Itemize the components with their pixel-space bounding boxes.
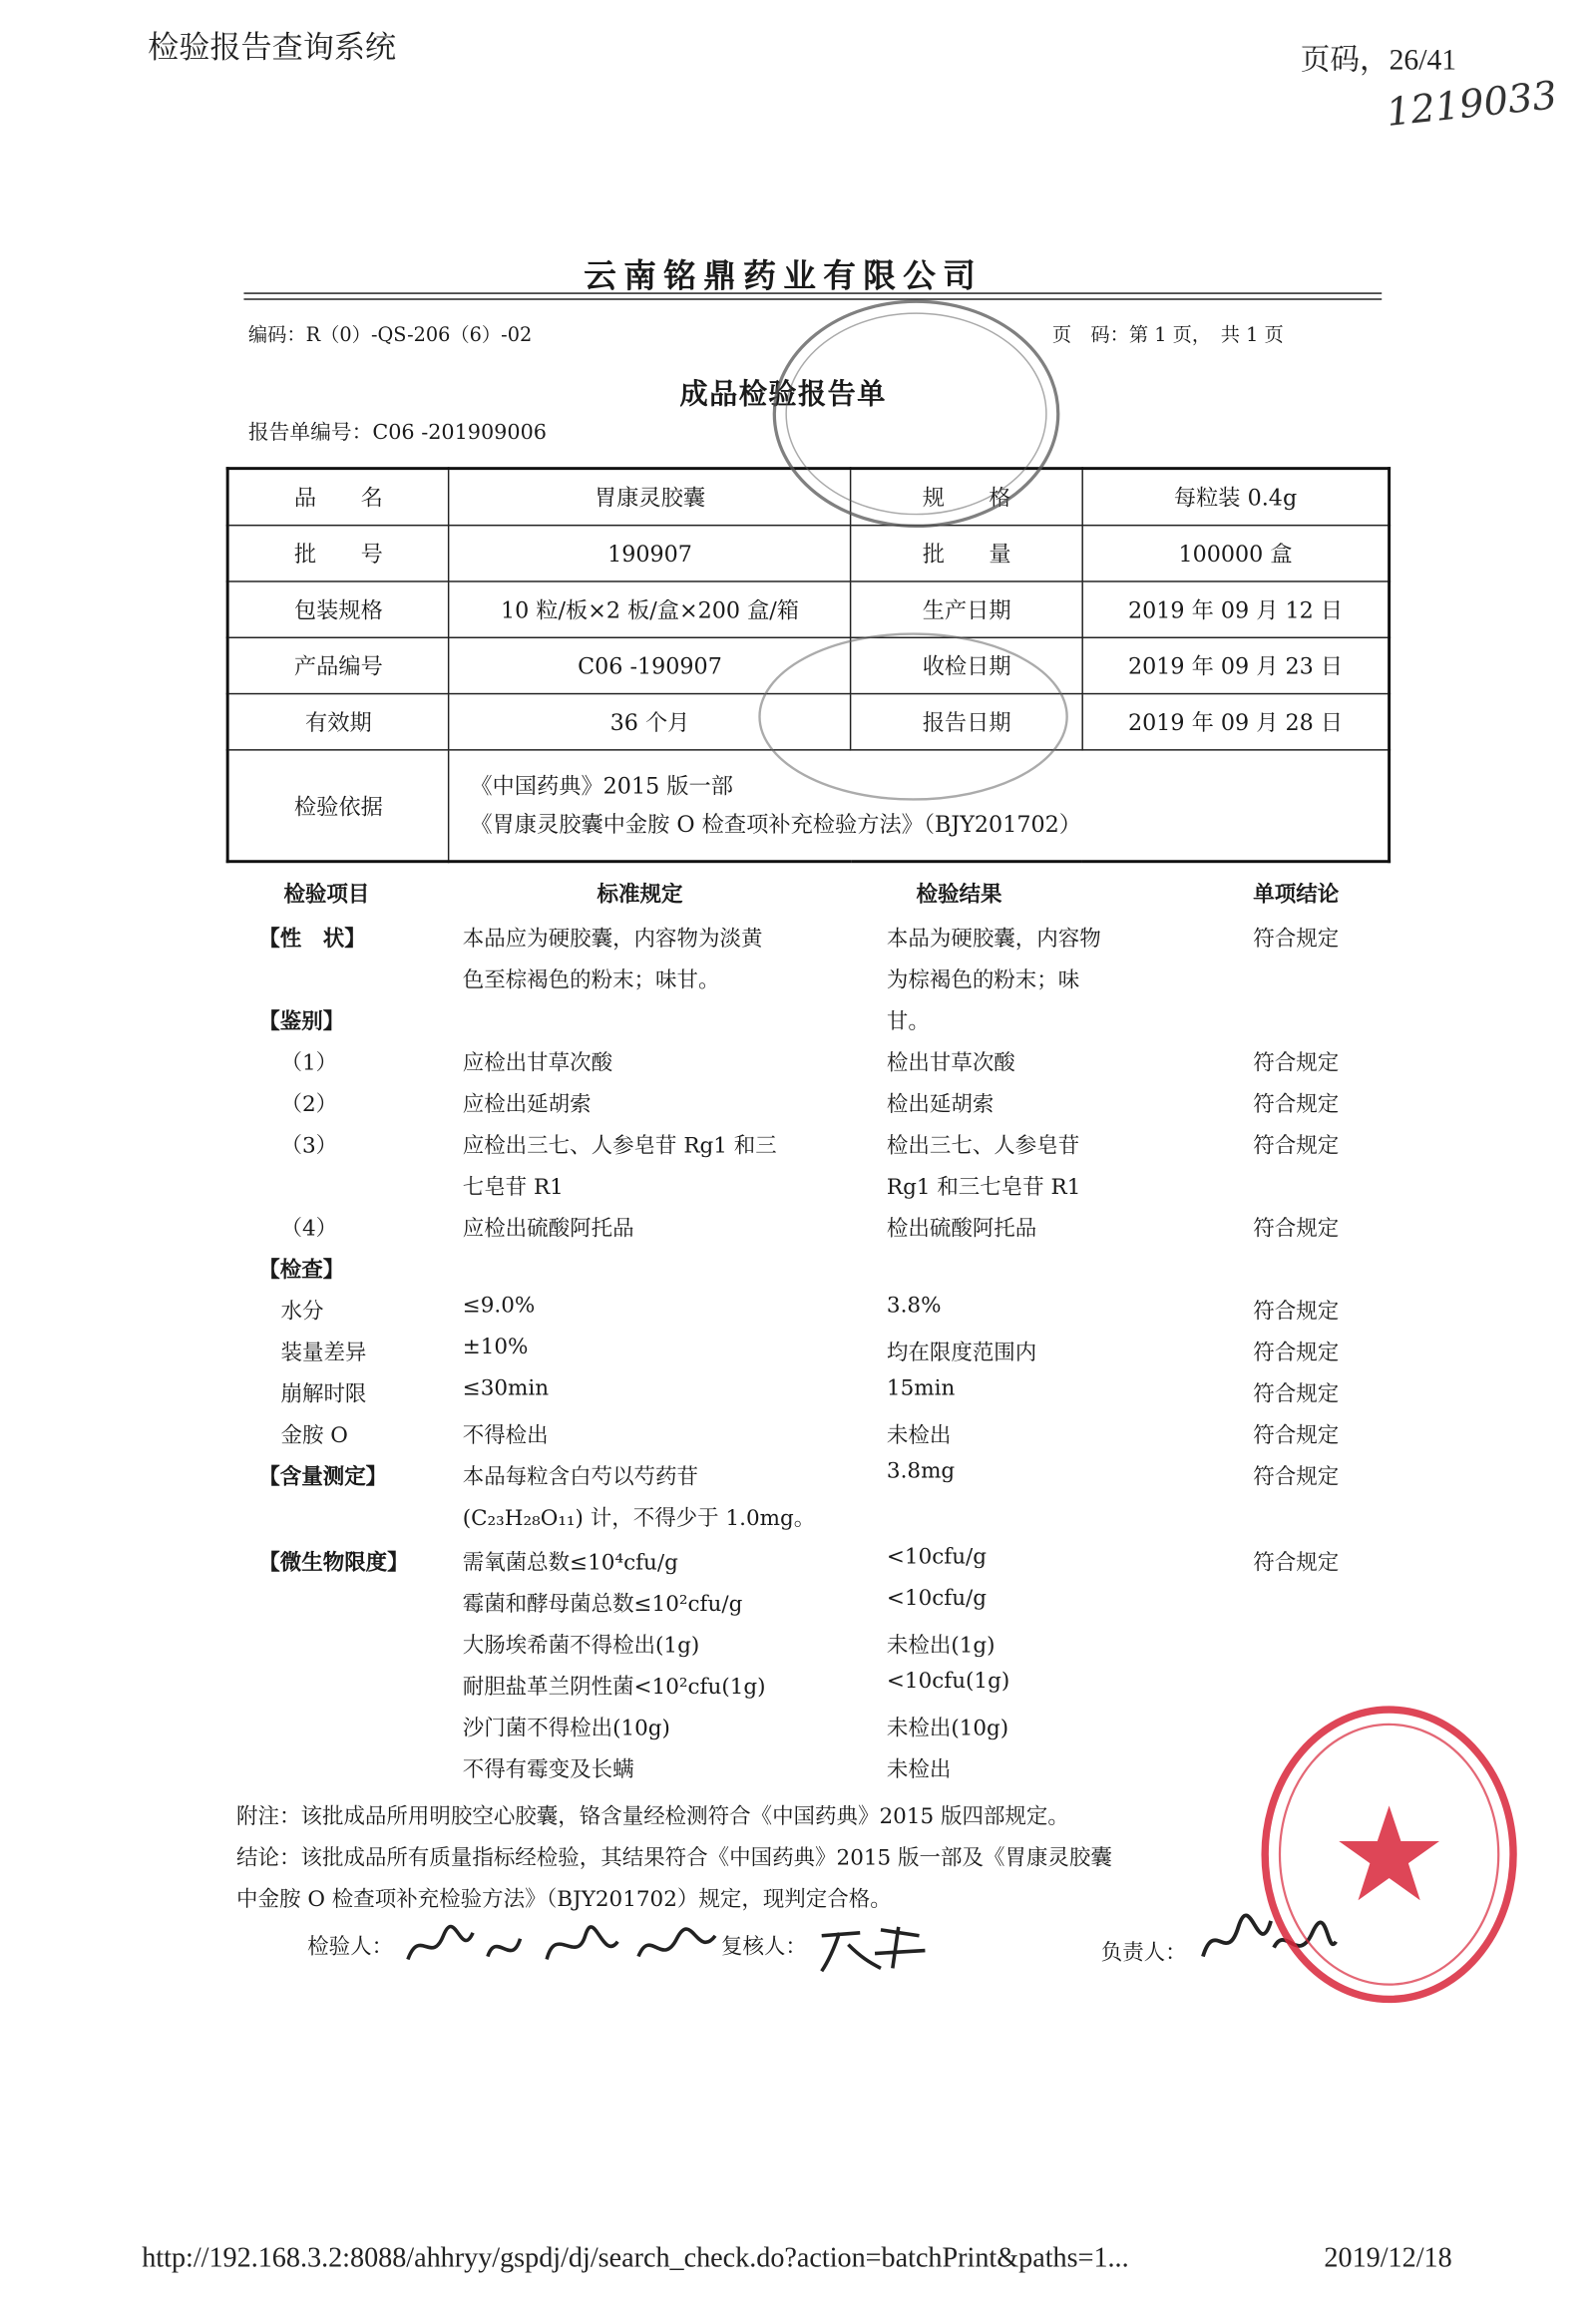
system-title: 检验报告查询系统	[148, 29, 397, 66]
result-conclusion: 符合规定	[1253, 1134, 1340, 1159]
result-item: 装量差异	[280, 1342, 367, 1365]
result-value: 未检出	[886, 1424, 952, 1448]
company-name: 云南铭鼎药业有限公司	[584, 256, 984, 296]
result-standard: 沙门菌不得检出(10g)	[462, 1717, 670, 1741]
result-conclusion: 符合规定	[1253, 1051, 1340, 1076]
result-value: 3.8mg	[886, 1459, 956, 1484]
result-standard: ≤30min	[462, 1376, 550, 1401]
package: 10 粒/板×2 板/盒×200 盒/箱	[449, 581, 851, 637]
result-value: 未检出	[886, 1757, 952, 1782]
result-conclusion: 符合规定	[1253, 1342, 1340, 1365]
basis-label: 检验依据	[227, 750, 449, 862]
result-conclusion: 符合规定	[1253, 1300, 1340, 1325]
result-standard: 耐胆盐革兰阴性菌<10²cfu(1g)	[462, 1676, 766, 1700]
result-value: 15min	[886, 1376, 956, 1401]
result-standard: ±10%	[462, 1336, 529, 1359]
result-standard: 应检出三七、人参皂苷 Rg1 和三	[462, 1134, 777, 1159]
header-standard: 标准规定	[597, 882, 683, 908]
report-date-label: 报告日期	[851, 694, 1082, 750]
result-standard: 七皂苷 R1	[462, 1176, 564, 1200]
report-stamp	[751, 628, 1076, 806]
result-standard: 色至棕褐色的粉末；味甘。	[462, 968, 720, 993]
basis-line-2: 《胃康灵胶囊中金胺 O 检查项补充检验方法》（BJY201702）	[470, 811, 1081, 839]
spec: 每粒装 0.4g	[1082, 469, 1389, 526]
result-item: 【检查】	[258, 1257, 345, 1283]
result-value: 均在限度范围内	[886, 1342, 1037, 1365]
result-value: 检出延胡索	[886, 1093, 995, 1118]
result-standard: 需氧菌总数≤10⁴cfu/g	[462, 1551, 678, 1576]
page-count: 页 码：第 1 页， 共 1 页	[1051, 324, 1284, 348]
company-seal-stamp	[1256, 1700, 1522, 2010]
result-conclusion: 符合规定	[1253, 1424, 1340, 1448]
production-date: 2019 年 09 月 12 日	[1082, 581, 1389, 637]
responsible-label: 负责人：	[1100, 1941, 1187, 1966]
batch-qty: 100000 盒	[1082, 526, 1389, 581]
result-item: 【鉴别】	[258, 1008, 345, 1035]
result-item: （3）	[280, 1134, 338, 1159]
result-standard: 本品应为硬胶囊，内容物为淡黄	[462, 928, 763, 953]
header-item: 检验项目	[283, 882, 370, 908]
result-item: （4）	[280, 1217, 338, 1242]
document-code: 编码：R（0）-QS-206（6）-02	[247, 324, 533, 348]
product-name-label: 品 名	[227, 469, 449, 526]
conclusion-line-2: 中金胺 O 检查项补充检验方法》（BJY201702）规定，现判定合格。	[236, 1888, 892, 1913]
report-date: 2019 年 09 月 28 日	[1082, 694, 1389, 750]
result-item: 【含量测定】	[258, 1464, 388, 1490]
quality-department-stamp	[768, 295, 1063, 532]
footer-date: 2019/12/18	[1324, 2242, 1452, 2275]
result-standard: 霉菌和酵母菌总数≤10²cfu/g	[462, 1593, 743, 1617]
result-item: 【微生物限度】	[258, 1550, 409, 1576]
result-value: Rg1 和三七皂苷 R1	[886, 1176, 1081, 1200]
result-value: 3.8%	[886, 1294, 942, 1319]
result-value: 检出硫酸阿托品	[886, 1217, 1037, 1242]
result-item: 崩解时限	[280, 1382, 367, 1407]
validity: 36 个月	[449, 694, 851, 750]
result-standard: 大肠埃希菌不得检出(1g)	[462, 1634, 700, 1659]
result-standard: 本品每粒含白芍以芍药苷	[462, 1465, 699, 1490]
receive-date: 2019 年 09 月 23 日	[1082, 637, 1389, 693]
product-name: 胃康灵胶囊	[449, 469, 851, 526]
header-result: 检验结果	[916, 882, 1002, 908]
handwritten-number: 1219033	[1384, 74, 1560, 137]
result-standard: 应检出硫酸阿托品	[462, 1217, 634, 1242]
result-standard: 应检出延胡索	[462, 1093, 592, 1118]
report-title: 成品检验报告单	[679, 378, 887, 411]
product-code-label: 产品编号	[227, 637, 449, 693]
result-value: 检出三七、人参皂苷	[886, 1134, 1080, 1159]
result-standard: 不得检出	[462, 1424, 549, 1448]
result-item: 水分	[280, 1300, 324, 1325]
result-value: <10cfu/g	[886, 1587, 988, 1611]
product-code: C06 -190907	[449, 637, 851, 693]
batch-qty-label: 批 量	[851, 526, 1082, 581]
result-standard: (C₂₃H₂₈O₁₁) 计，不得少于 1.0mg。	[462, 1507, 816, 1531]
reviewer-signature	[816, 1918, 935, 1977]
production-date-label: 生产日期	[851, 581, 1082, 637]
package-label: 包装规格	[227, 581, 449, 637]
result-item: （2）	[280, 1093, 338, 1118]
result-item: 金胺 O	[280, 1424, 348, 1448]
inspector-label: 检验人：	[307, 1935, 394, 1960]
result-value: 未检出(1g)	[886, 1634, 996, 1659]
result-standard: ≤9.0%	[462, 1294, 536, 1319]
spec-label: 规 格	[851, 469, 1082, 526]
result-conclusion: 符合规定	[1253, 1217, 1340, 1242]
result-conclusion: 符合规定	[1253, 1093, 1340, 1118]
result-standard: 应检出甘草次酸	[462, 1051, 613, 1076]
batch-no-label: 批 号	[227, 526, 449, 581]
result-item: 【性 状】	[258, 926, 366, 953]
header-conclusion: 单项结论	[1253, 882, 1340, 908]
inspector-signature	[402, 1915, 727, 1980]
result-value: 未检出(10g)	[886, 1717, 1009, 1741]
note: 附注：该批成品所用明胶空心胶囊，铬含量经检测符合《中国药典》2015 版四部规定。	[236, 1805, 1069, 1830]
report-number: 报告单编号：C06 -201909006	[247, 421, 547, 445]
reviewer-label: 复核人：	[720, 1935, 807, 1960]
result-value: 本品为硬胶囊，内容物	[886, 928, 1101, 953]
batch-no: 190907	[449, 526, 851, 581]
result-standard: 不得有霉变及长螨	[462, 1757, 634, 1782]
conclusion-line-1: 结论：该批成品所有质量指标经检验，其结果符合《中国药典》2015 版一部及《胃康灵胶囊	[236, 1846, 1112, 1871]
result-conclusion: 符合规定	[1253, 1551, 1340, 1576]
validity-label: 有效期	[227, 694, 449, 750]
basis-line-1: 《中国药典》2015 版一部	[470, 772, 733, 800]
result-value: <10cfu(1g)	[886, 1670, 1010, 1694]
footer-url: http://192.168.3.2:8088/ahhryy/gspdj/dj/search_check.do?action=batchPrint&paths=1...	[142, 2242, 1129, 2275]
result-value: <10cfu/g	[886, 1545, 988, 1570]
result-conclusion: 符合规定	[1253, 1382, 1340, 1407]
result-conclusion: 符合规定	[1253, 1465, 1340, 1490]
result-value: 检出甘草次酸	[886, 1051, 1015, 1076]
receive-date-label: 收检日期	[851, 637, 1082, 693]
result-value: 甘。	[886, 1010, 930, 1035]
page-indicator: 页码，26/41	[1300, 44, 1457, 78]
result-conclusion: 符合规定	[1253, 928, 1340, 953]
table-row	[227, 526, 1389, 581]
result-item: （1）	[280, 1051, 338, 1076]
result-value: 为棕褐色的粉末；味	[886, 968, 1080, 993]
